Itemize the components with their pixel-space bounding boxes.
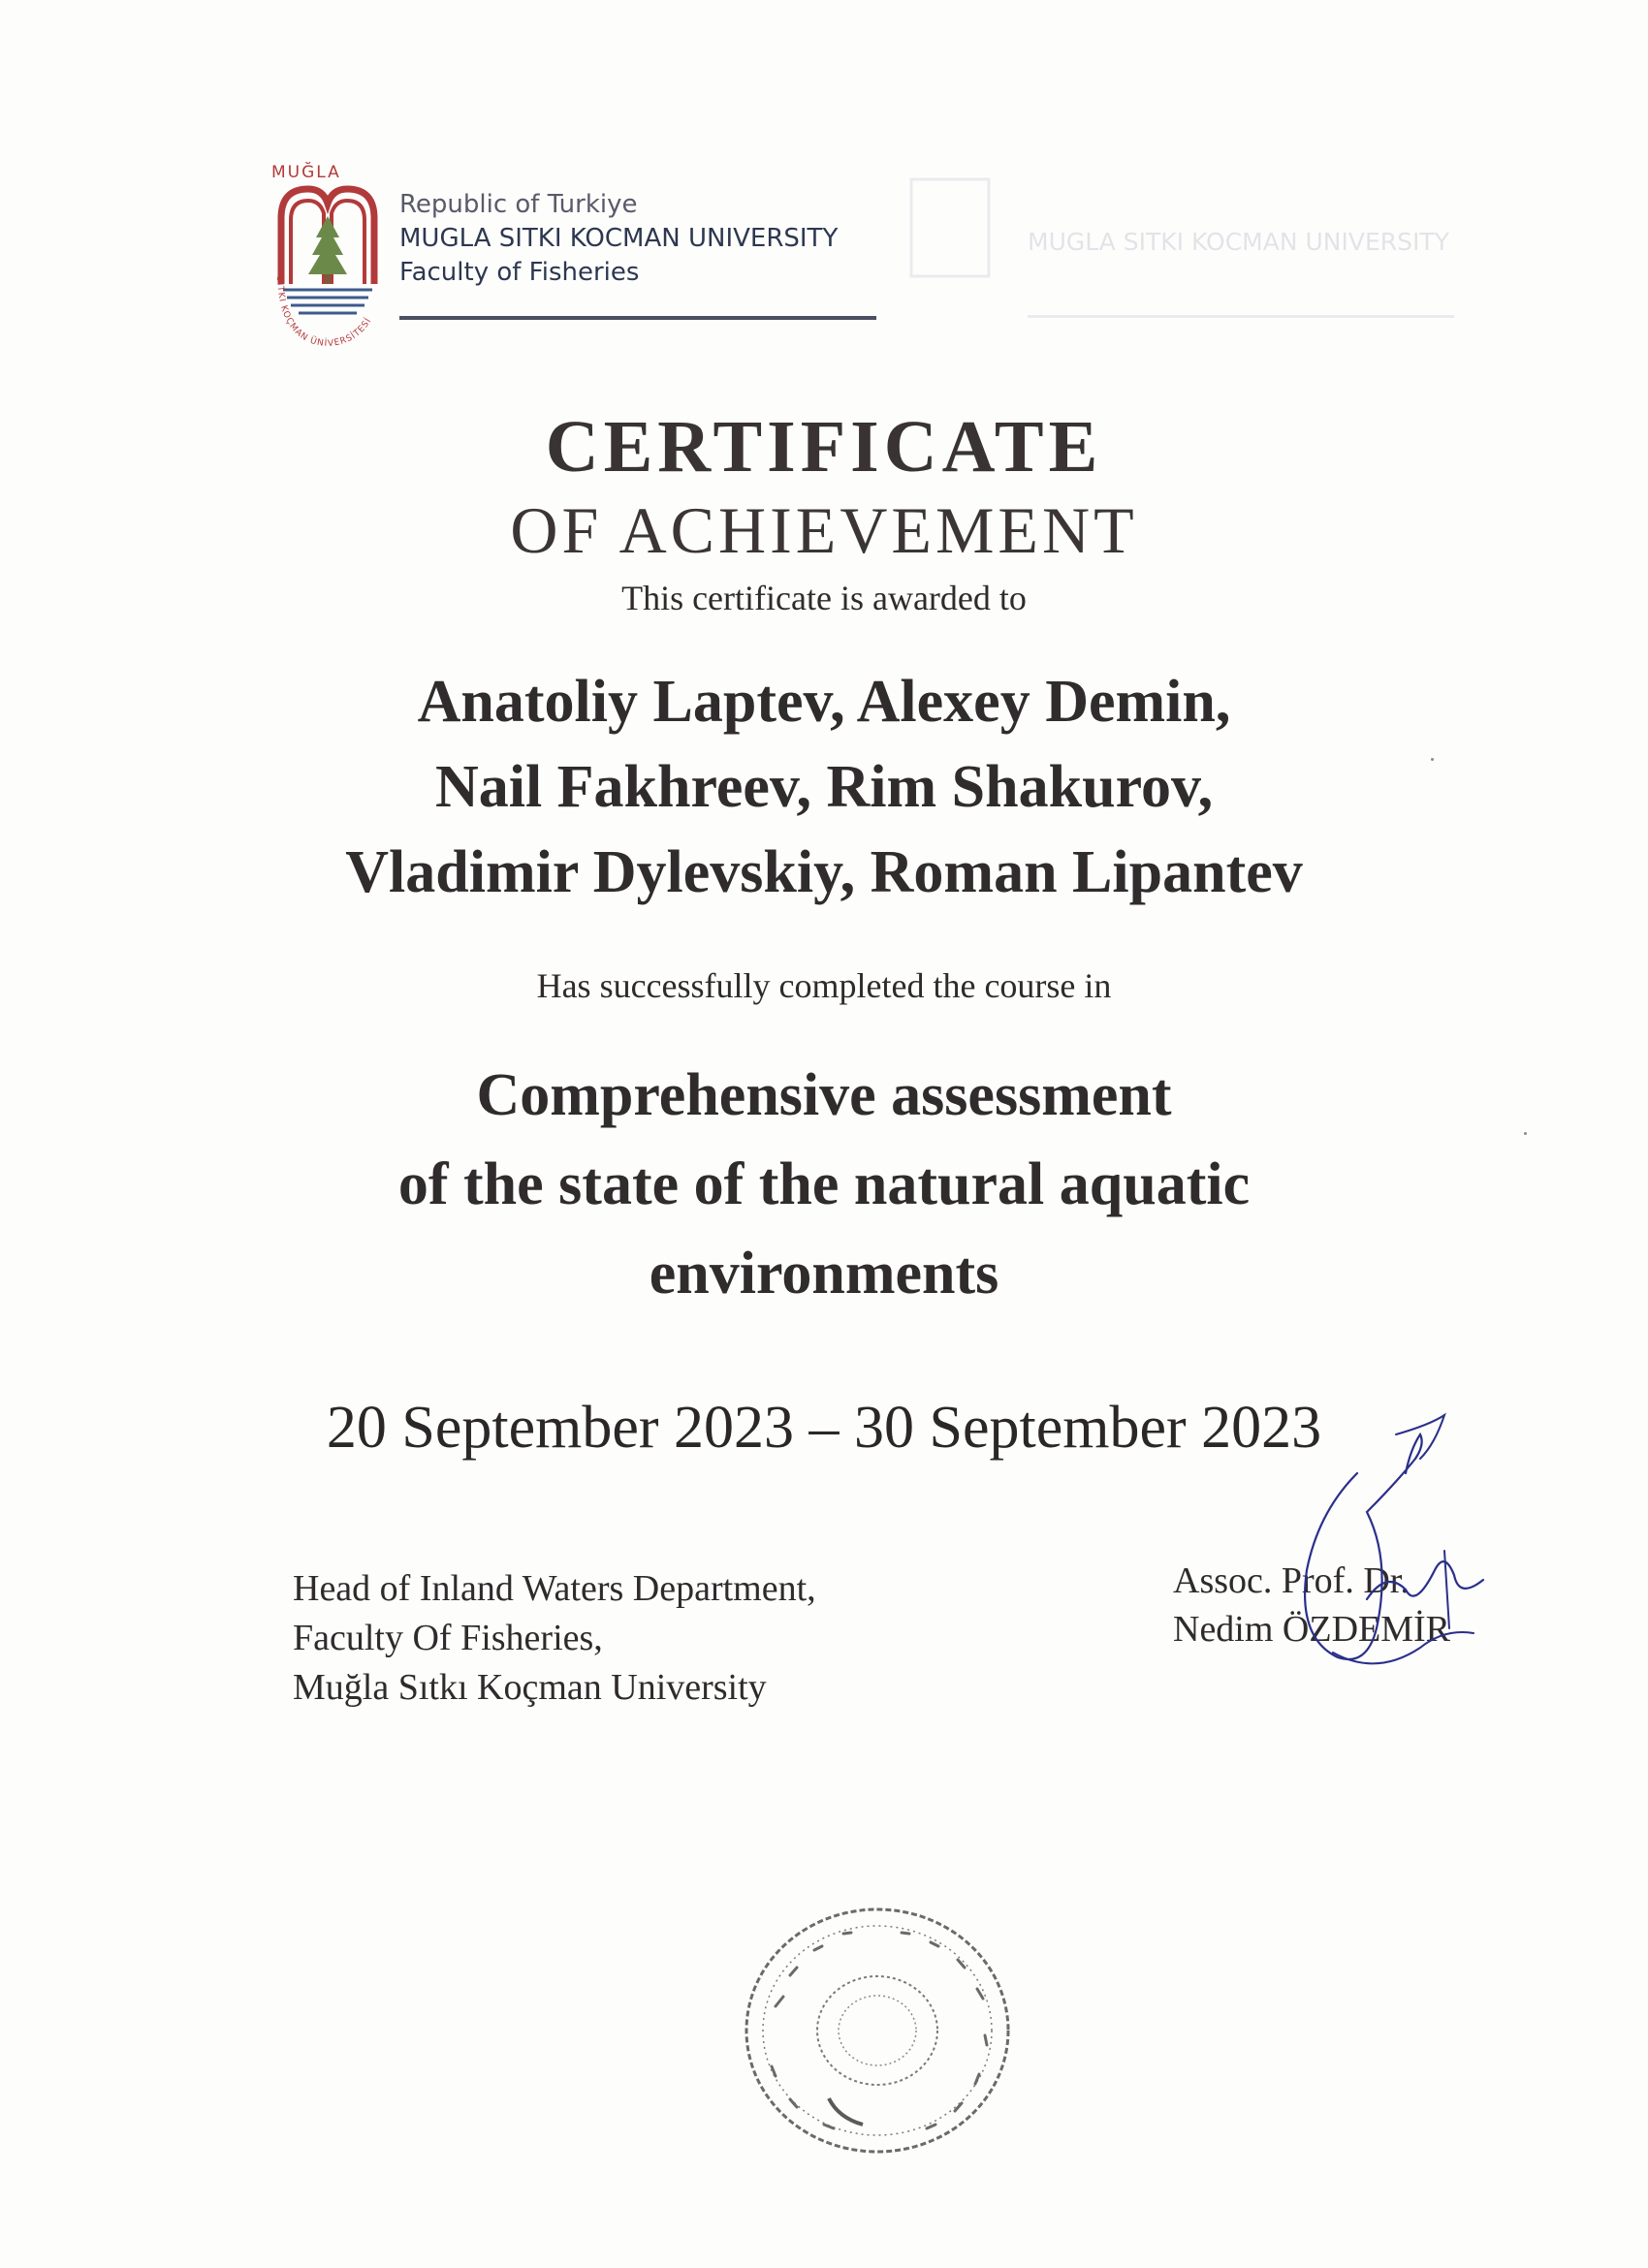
- course-title-line: Comprehensive assessment: [476, 1062, 1172, 1128]
- bleed-through-university: MUGLA SITKI KOCMAN UNIVERSITY: [1028, 228, 1449, 256]
- recipient-names-line: Anatoliy Laptev, Alexey Demin,: [417, 669, 1231, 735]
- recipient-names-line: Vladimir Dylevskiy, Roman Lipantev: [345, 839, 1303, 905]
- speck: [1524, 1132, 1527, 1135]
- signatory-position-line: Head of Inland Waters Department,: [293, 1568, 816, 1609]
- course-title: [0, 1051, 1648, 1318]
- signatory-name: Nedim ÖZDEMİR: [1173, 1609, 1451, 1650]
- course-dates: 20 September 2023 – 30 September 2023: [326, 1395, 1322, 1461]
- bleed-through-divider: [1028, 315, 1454, 318]
- institution-header: [399, 188, 838, 290]
- signatory-position: [293, 1564, 816, 1713]
- svg-text:MUĞLA: MUĞLA: [271, 163, 341, 182]
- faculty-name: Faculty of Fisheries: [399, 258, 640, 287]
- university-name: MUGLA SITKI KOCMAN UNIVERSITY: [399, 224, 839, 253]
- university-logo: [269, 160, 396, 354]
- recipient-names: [0, 659, 1648, 915]
- bleed-through-header: [902, 160, 1522, 334]
- official-stamp: [737, 1900, 1018, 2161]
- bleed-through-logo: [902, 160, 998, 286]
- signatory-position-line: Muğla Sıtkı Koçman University: [293, 1667, 767, 1708]
- header-divider: [399, 316, 876, 320]
- svg-text:SITKI KOÇMAN ÜNİVERSİTESİ: SITKI KOÇMAN ÜNİVERSİTESİ: [273, 275, 374, 350]
- handwritten-signature: [1251, 1405, 1503, 1696]
- signatory-position-line: Faculty Of Fisheries,: [293, 1618, 603, 1658]
- awarded-to-text: This certificate is awarded to: [621, 579, 1027, 617]
- certificate-subtitle: OF ACHIEVEMENT: [510, 493, 1138, 567]
- course-title-line: of the state of the natural aquatic: [397, 1151, 1251, 1217]
- course-title-line: environments: [649, 1241, 999, 1307]
- speck: [1431, 758, 1434, 761]
- completed-course-text: Has successfully completed the course in: [536, 966, 1112, 1005]
- recipient-names-line: Nail Fakhreev, Rim Shakurov,: [434, 754, 1214, 820]
- republic-label: Republic of Turkiye: [399, 190, 638, 219]
- signatory-title: Assoc. Prof. Dr.: [1173, 1560, 1410, 1601]
- certificate-title: CERTIFICATE: [545, 406, 1103, 488]
